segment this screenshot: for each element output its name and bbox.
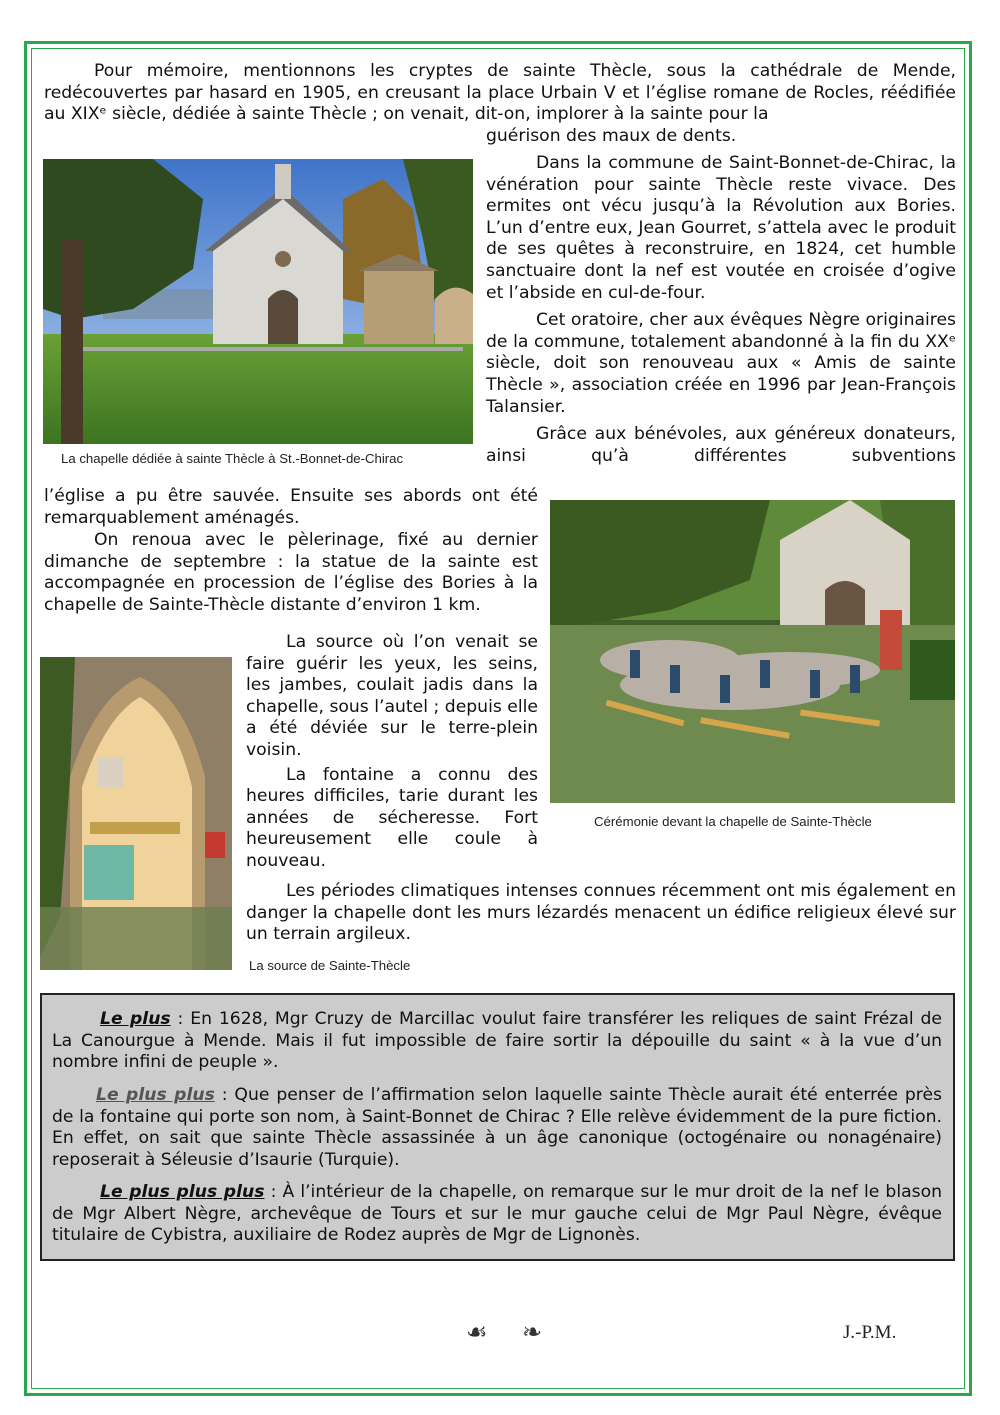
left-column-text [44,486,538,617]
source-caption: La source de Sainte-Thècle [249,958,411,973]
le-plus-box [40,993,955,1261]
intro-paragraph-end: guérison des maux de dents. [486,126,737,146]
right-column-text [486,153,956,467]
le-plus-plus-paragraph: Le plus plus : Que penser de l’affirmation selon laquelle sainte Thècle aurait été enterrée près de la fontaine qui porte son nom, à Saint-Bonnet de Chirac ? Elle relève évidemment de la pure fiction. En effet, on sait que sainte Thècle assassinée à un âge canonique (octogénaire ou nonagénaire) reposerait à Séleusie d’Isaurie (Turquie). [52,1085,943,1170]
chapel-caption: La chapelle dédiée à sainte Thècle à St.-Bonnet-de-Chirac [61,451,404,466]
paragraph-benevoles: Grâce aux bénévoles, aux généreux donateurs, ainsi qu’à différentes subventions [486,424,956,466]
le-plus-lead: Le plus [100,1009,171,1029]
ornament-left-icon: ☙ [466,1318,488,1346]
ornament-right-icon: ❧ [522,1318,543,1346]
ceremony-caption: Cérémonie devant la chapelle de Sainte-Thècle [594,814,872,829]
source-photo [40,657,232,970]
paragraph-source: La source où l’on venait se faire guérir les yeux, les seins, les jambes, coulait jadis dans la chapelle, sous l’autel ; depuis elle a été déviée sur le terre-plein voisin. [246,632,538,760]
middle-column-text [246,632,538,873]
le-plus-paragraph: Le plus : En 1628, Mgr Cruzy de Marcillac voulut faire transférer les reliques de saint Frézal de La Canourgue à Mende. Mais il fut impossible de faire sortir la dépouille du saint « à la vue d’un nombre infini de peuple ». [52,1009,942,1073]
paragraph-sauvee: l’église a pu être sauvée. Ensuite ses abords ont été remarquablement aménagés. [44,486,538,528]
intro-text: Pour mémoire, mentionnons les cryptes de sainte Thècle, sous la cathédrale de Mende, redécouvertes par hasard en 1905, en creusant la place Urbain V et l’église romane de Rocles, réédifiée au XIXᵉ siècle, dédiée à sainte Thècle ; on venait, dit-on, implorer à la sainte pour la [44,61,956,125]
ceremony-photo [550,500,955,803]
paragraph-climat: Les périodes climatiques intenses connues récemment ont mis également en danger la chapelle dont les murs lézardés menacent un édifice religieux élevé sur un terrain argileux. [246,881,956,945]
paragraph-commune: Dans la commune de Saint-Bonnet-de-Chirac, la vénération pour sainte Thècle reste vivace. Des ermites ont vécu jusqu’à la Révolution aux Bories. L’un d’entre eux, Jean Gourret, s’attela avec le produit de ses quêtes à reconstruire, en 1824, cet humble sanctuaire dont la nef est voutée en croisée d’ogive et l’abside en cul-de-four. [486,153,956,303]
paragraph-fontaine: La fontaine a connu des heures difficiles, tarie durant les années de sécheresse. Fort heureusement elle coule à nouveau. [246,764,538,871]
chapel-photo [43,159,473,444]
le-plus-plus-lead: Le plus plus [96,1085,215,1105]
le-plus-plus-plus-lead: Le plus plus plus [100,1182,265,1202]
intro-paragraph [44,61,956,126]
le-plus-plus-plus-paragraph: Le plus plus plus : À l’intérieur de la chapelle, on remarque sur le mur droit de la nef le blason de Mgr Albert Nègre, archevêque de Tours et sur le mur gauche celui de Mgr Paul Nègre, évêque titulaire de Cybistra, auxiliaire de Rodez auprès de Mgr de Lignonès. [52,1182,943,1246]
paragraph-pelerinage: On renoua avec le pèlerinage, fixé au dernier dimanche de septembre : la statue de la sainte est accompagnée en procession de l’église des Bories à la chapelle de Sainte-Thècle distante d’environ 1 km. [44,530,538,615]
paragraph-oratoire: Cet oratoire, cher aux évêques Nègre originaires de la commune, totalement abandonné à la fin du XXᵉ siècle, doit son renouveau aux « Amis de sainte Thècle », association créée en 1996 par Jean-François Talansier. [486,310,956,417]
signature: J.-P.M. [843,1322,897,1343]
